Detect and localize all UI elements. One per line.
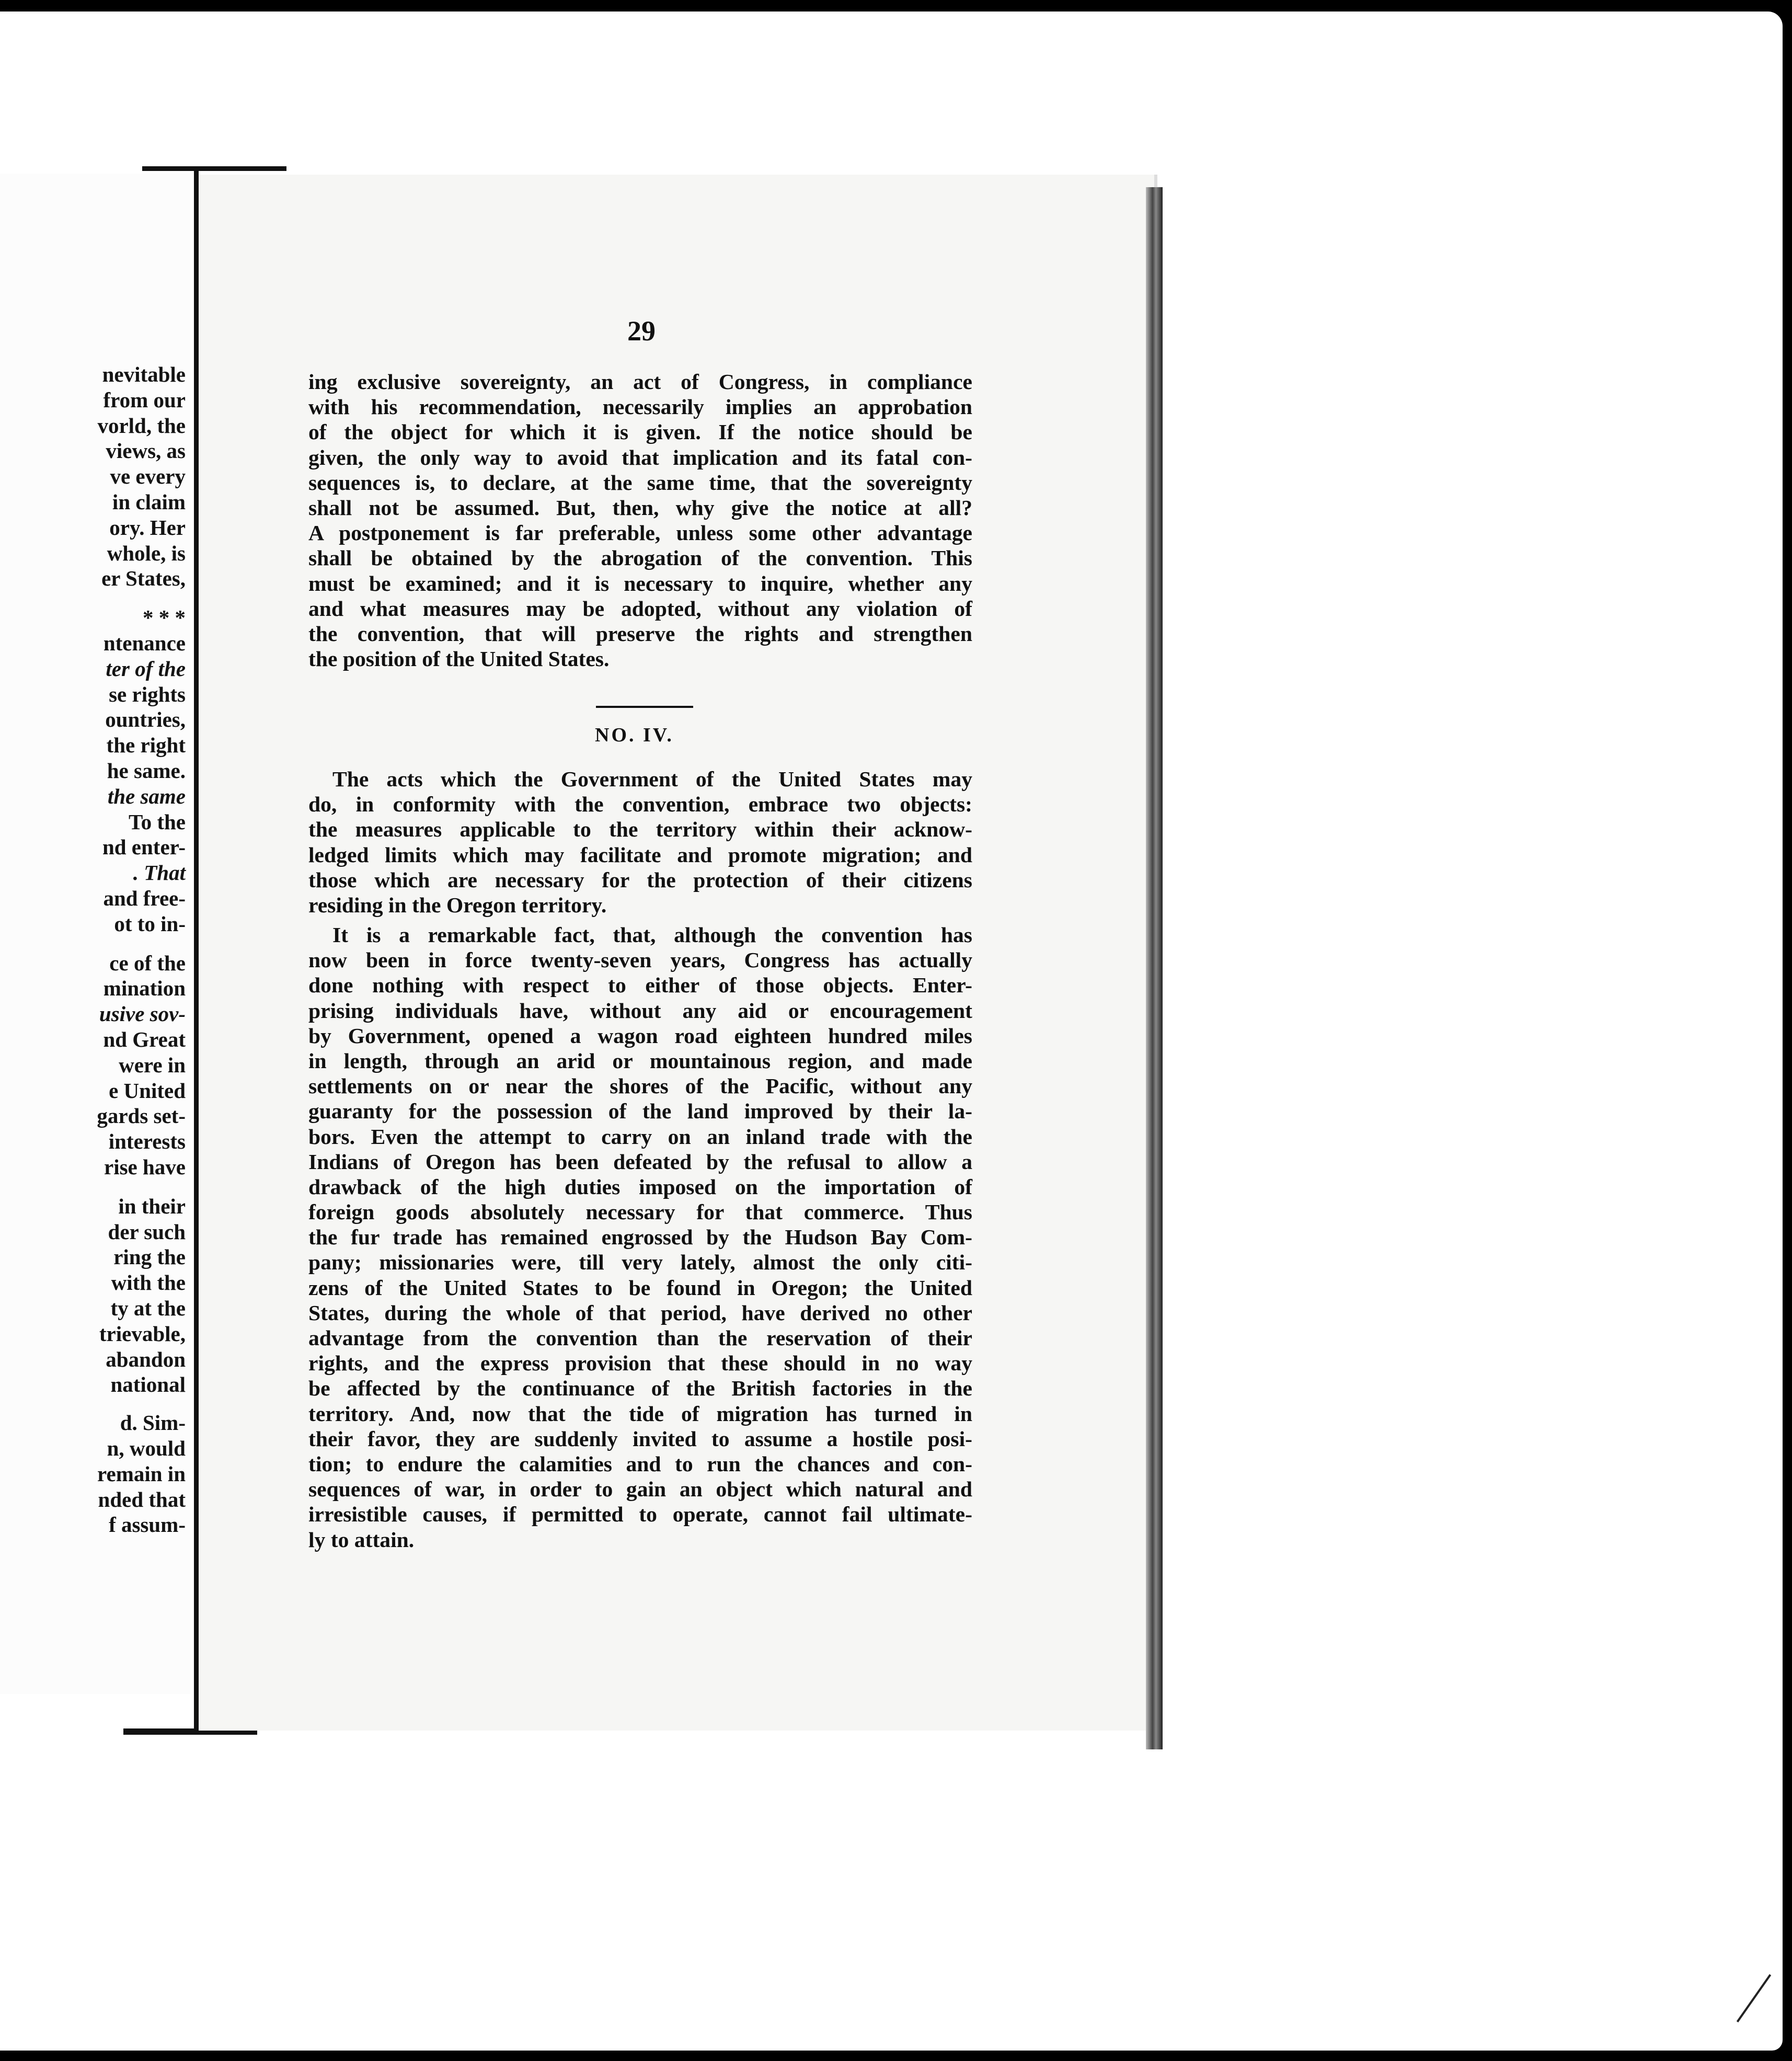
left-text-line: ountries, <box>105 707 186 732</box>
left-text-line: ty at the <box>110 1296 186 1320</box>
section-heading: NO. IV. <box>595 724 674 746</box>
left-text-line: the same <box>107 784 186 808</box>
text-line: done nothing with respect to either of those objects. Enter- <box>308 973 972 998</box>
text-line: given, the only way to avoid that implication and its fatal con- <box>308 445 972 470</box>
text-line: their favor, they are suddenly invited to assume a hostile posi- <box>308 1426 972 1451</box>
text-line: prising individuals have, without any aid or encouragement <box>308 998 972 1023</box>
text-line: with his recommendation, necessarily implies an approbation <box>308 395 972 419</box>
left-text-line: ory. Her <box>109 515 186 540</box>
left-text-line: and free- <box>103 886 186 910</box>
text-line: the measures applicable to the territory within their acknow- <box>308 817 972 842</box>
left-text-line: nevitable <box>102 362 186 386</box>
left-text-line: views, as <box>106 439 186 463</box>
left-text-line: abandon <box>106 1347 186 1371</box>
text-line: rights, and the express provision that these should in no way <box>308 1351 972 1376</box>
text-line: be affected by the continuance of the British factories in the <box>308 1376 972 1401</box>
text-line: in length, through an arid or mountainous region, and made <box>308 1048 972 1073</box>
text-line: the position of the United States. <box>308 647 610 671</box>
text-line: territory. And, now that the tide of migration has turned in <box>308 1401 972 1426</box>
left-text-line: To the <box>129 809 186 834</box>
left-text-line: remain in <box>97 1461 186 1486</box>
text-line: A postponement is far preferable, unless some other advantage <box>308 521 972 545</box>
text-line: The acts which the Government of the United States may <box>332 767 972 791</box>
binding-top-edge <box>142 166 286 171</box>
left-text-line: whole, is <box>107 541 186 565</box>
left-text-line: se rights <box>109 682 186 706</box>
left-text-line: interests <box>108 1129 186 1154</box>
left-text-line: nded that <box>98 1487 186 1512</box>
left-text-line: e United <box>109 1078 186 1103</box>
left-text-line: vorld, the <box>97 413 186 438</box>
left-text-line: with the <box>111 1270 186 1295</box>
text-line: pany; missionaries were, till very lately, almost the only citi- <box>308 1250 972 1275</box>
left-text-line: national <box>110 1372 186 1397</box>
text-line: bors. Even the attempt to carry on an inland trade with the <box>308 1124 972 1149</box>
text-line: must be examined; and it is necessary to inquire, whether any <box>308 571 972 596</box>
text-line: States, during the whole of that period, have derived no other <box>308 1300 972 1325</box>
left-text-line: gards set- <box>97 1104 186 1128</box>
text-line: by Government, opened a wagon road eighteen hundred miles <box>308 1023 972 1048</box>
text-line: foreign goods absolutely necessary for that commerce. Thus <box>308 1200 972 1224</box>
left-text-line: * * * <box>143 605 186 630</box>
text-line: It is a remarkable fact, that, although the convention has <box>332 923 972 947</box>
page-number: 29 <box>627 315 656 347</box>
text-line: those which are necessary for the protection of their citizens <box>308 867 972 892</box>
left-text-line: he same. <box>107 759 186 783</box>
left-text-line: ve every <box>110 464 186 489</box>
paragraph-continuation <box>308 369 972 671</box>
text-line: sequences is, to declare, at the same time, that the sovereignty <box>308 470 972 495</box>
left-text-line: d. Sim- <box>120 1411 186 1435</box>
left-text-line: der such <box>108 1219 186 1244</box>
text-line: the fur trade has remained engrossed by the Hudson Bay Com- <box>308 1225 972 1250</box>
text-line: now been in force twenty-seven years, Congress has actually <box>308 948 972 972</box>
left-text-line: in claim <box>112 490 186 514</box>
paragraph-remarkable-fact <box>308 922 972 1552</box>
left-text-line: nd enter- <box>102 835 186 860</box>
section-divider <box>596 706 693 708</box>
left-text-line: ce of the <box>109 951 186 975</box>
paragraph-acts-of-government <box>308 766 972 918</box>
left-text-line: ot to in- <box>114 911 186 936</box>
left-text-line: rise have <box>104 1155 186 1179</box>
text-line: zens of the United States to be found in Oregon; the United <box>308 1275 972 1300</box>
text-line: irresistible causes, if permitted to operate, cannot fail ultimate- <box>308 1502 972 1527</box>
text-line: settlements on or near the shores of the Pacific, without any <box>308 1074 972 1098</box>
text-line: ing exclusive sovereignty, an act of Congress, in compliance <box>308 370 972 394</box>
left-text-line: ring the <box>113 1245 186 1269</box>
left-text-line: in their <box>118 1194 186 1218</box>
text-line: of the object for which it is given. If the notice should be <box>308 420 972 444</box>
text-line: Indians of Oregon has been defeated by the refusal to allow a <box>308 1149 972 1174</box>
left-text-line: er States, <box>101 566 186 591</box>
left-text-line: the right <box>106 733 186 758</box>
left-text-line: . That <box>133 861 186 885</box>
left-text-line: were in <box>119 1052 186 1077</box>
left-text-line: ter of the <box>106 656 186 681</box>
binding-spine <box>194 170 199 1734</box>
left-text-line: trievable, <box>99 1321 186 1346</box>
text-line: ledged limits which may facilitate and promote migration; and <box>308 842 972 867</box>
left-text-line: f assum- <box>109 1513 186 1537</box>
text-line: sequences of war, in order to gain an object which natural and <box>308 1477 972 1502</box>
left-text-line: mination <box>103 976 186 1001</box>
text-line: drawback of the high duties imposed on the importation of <box>308 1174 972 1199</box>
left-facing-page-fragment <box>0 174 191 1694</box>
text-line: the convention, that will preserve the rights and strengthen <box>308 621 972 646</box>
text-line: ly to attain. <box>308 1527 415 1552</box>
text-line: and what measures may be adopted, without any violation of <box>308 596 972 621</box>
text-line: advantage from the convention than the reservation of their <box>308 1326 972 1350</box>
text-line: do, in conformity with the convention, embrace two objects: <box>308 792 972 817</box>
left-text-line: n, would <box>107 1436 186 1460</box>
text-line: shall be obtained by the abrogation of the convention. This <box>308 546 972 570</box>
left-text-line: nd Great <box>103 1027 186 1051</box>
left-text-line: usive sov- <box>99 1002 186 1026</box>
text-line: guaranty for the possession of the land improved by their la- <box>308 1099 972 1124</box>
text-line: residing in the Oregon territory. <box>308 892 607 917</box>
text-line: tion; to endure the calamities and to run the chances and con- <box>308 1451 972 1476</box>
left-text-line: from our <box>103 387 186 412</box>
text-line: shall not be assumed. But, then, why give the notice at all? <box>308 495 972 520</box>
page-edge-shadow <box>1146 187 1163 1749</box>
left-text-line: ntenance <box>103 631 186 655</box>
